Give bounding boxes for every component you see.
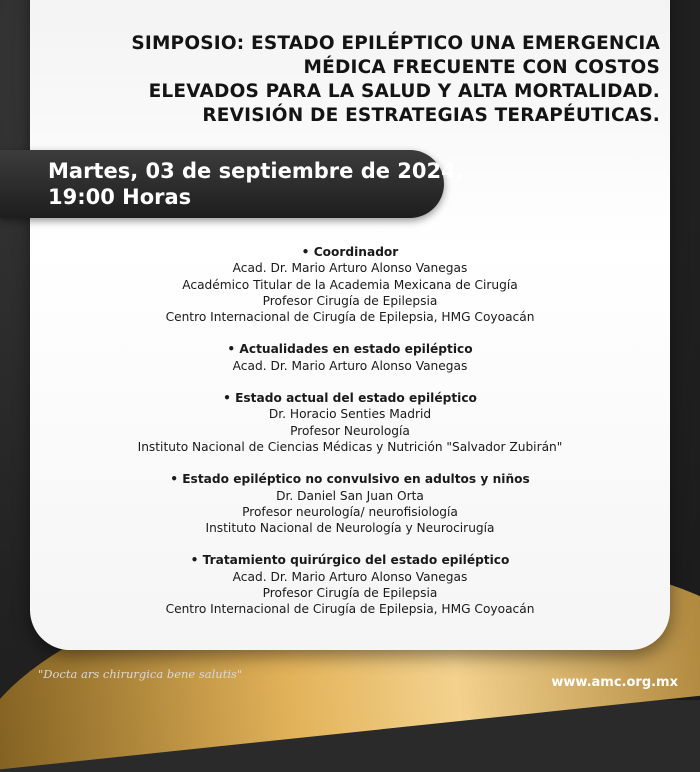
section-heading: • Actualidades en estado epiléptico bbox=[227, 342, 473, 357]
program-section-tratamiento bbox=[60, 552, 640, 617]
section-line: Académico Titular de la Academia Mexicana de Cirugía bbox=[182, 277, 518, 292]
title-line: REVISIÓN DE ESTRATEGIAS TERAPÉUTICAS. bbox=[202, 105, 660, 126]
section-line: Dr. Horacio Senties Madrid bbox=[268, 407, 432, 422]
time-line: 19:00 Horas bbox=[48, 185, 192, 209]
section-line: Profesor Cirugía de Epilepsia bbox=[262, 586, 438, 601]
section-line: Acad. Dr. Mario Arturo Alonso Vanegas bbox=[232, 569, 468, 584]
date-line: Martes, 03 de septiembre de 2024, bbox=[48, 159, 464, 183]
symposium-title bbox=[60, 32, 660, 128]
section-line: Profesor Cirugía de Epilepsia bbox=[262, 293, 438, 308]
title-line: ELEVADOS PARA LA SALUD Y ALTA MORTALIDAD. bbox=[148, 81, 660, 102]
program-section-no-convulsivo bbox=[60, 471, 640, 536]
section-line: Profesor neurología/ neurofisiología bbox=[242, 504, 458, 519]
section-line: Acad. Dr. Mario Arturo Alonso Vanegas bbox=[232, 261, 468, 276]
section-line: Instituto Nacional de Neurología y Neurocirugía bbox=[205, 521, 495, 536]
program-section-coordinador bbox=[60, 244, 640, 325]
program-section-estado-actual bbox=[60, 390, 640, 455]
program-section-actualidades bbox=[60, 341, 640, 374]
section-line: Centro Internacional de Cirugía de Epilepsia, HMG Coyoacán bbox=[165, 602, 535, 617]
footer-motto: "Docta ars chirurgica bene salutis" bbox=[38, 667, 243, 681]
event-date bbox=[48, 158, 464, 210]
section-line: Centro Internacional de Cirugía de Epilepsia, HMG Coyoacán bbox=[165, 310, 535, 325]
section-line: Instituto Nacional de Ciencias Médicas y Nutrición "Salvador Zubirán" bbox=[137, 439, 563, 454]
program-list bbox=[60, 244, 640, 634]
section-line: Acad. Dr. Mario Arturo Alonso Vanegas bbox=[232, 358, 468, 373]
title-line: SIMPOSIO: ESTADO EPILÉPTICO UNA EMERGENCIA bbox=[131, 33, 660, 54]
section-heading: • Estado epiléptico no convulsivo en adultos y niños bbox=[170, 472, 530, 487]
section-heading: • Coordinador bbox=[301, 245, 399, 259]
section-heading: • Tratamiento quirúrgico del estado epiléptico bbox=[190, 553, 510, 568]
section-heading: • Estado actual del estado epiléptico bbox=[223, 391, 477, 406]
website-link[interactable]: www.amc.org.mx bbox=[551, 675, 678, 690]
section-line: Dr. Daniel San Juan Orta bbox=[276, 488, 424, 503]
section-line: Profesor Neurología bbox=[290, 423, 410, 438]
title-line: MÉDICA FRECUENTE CON COSTOS bbox=[303, 57, 660, 78]
